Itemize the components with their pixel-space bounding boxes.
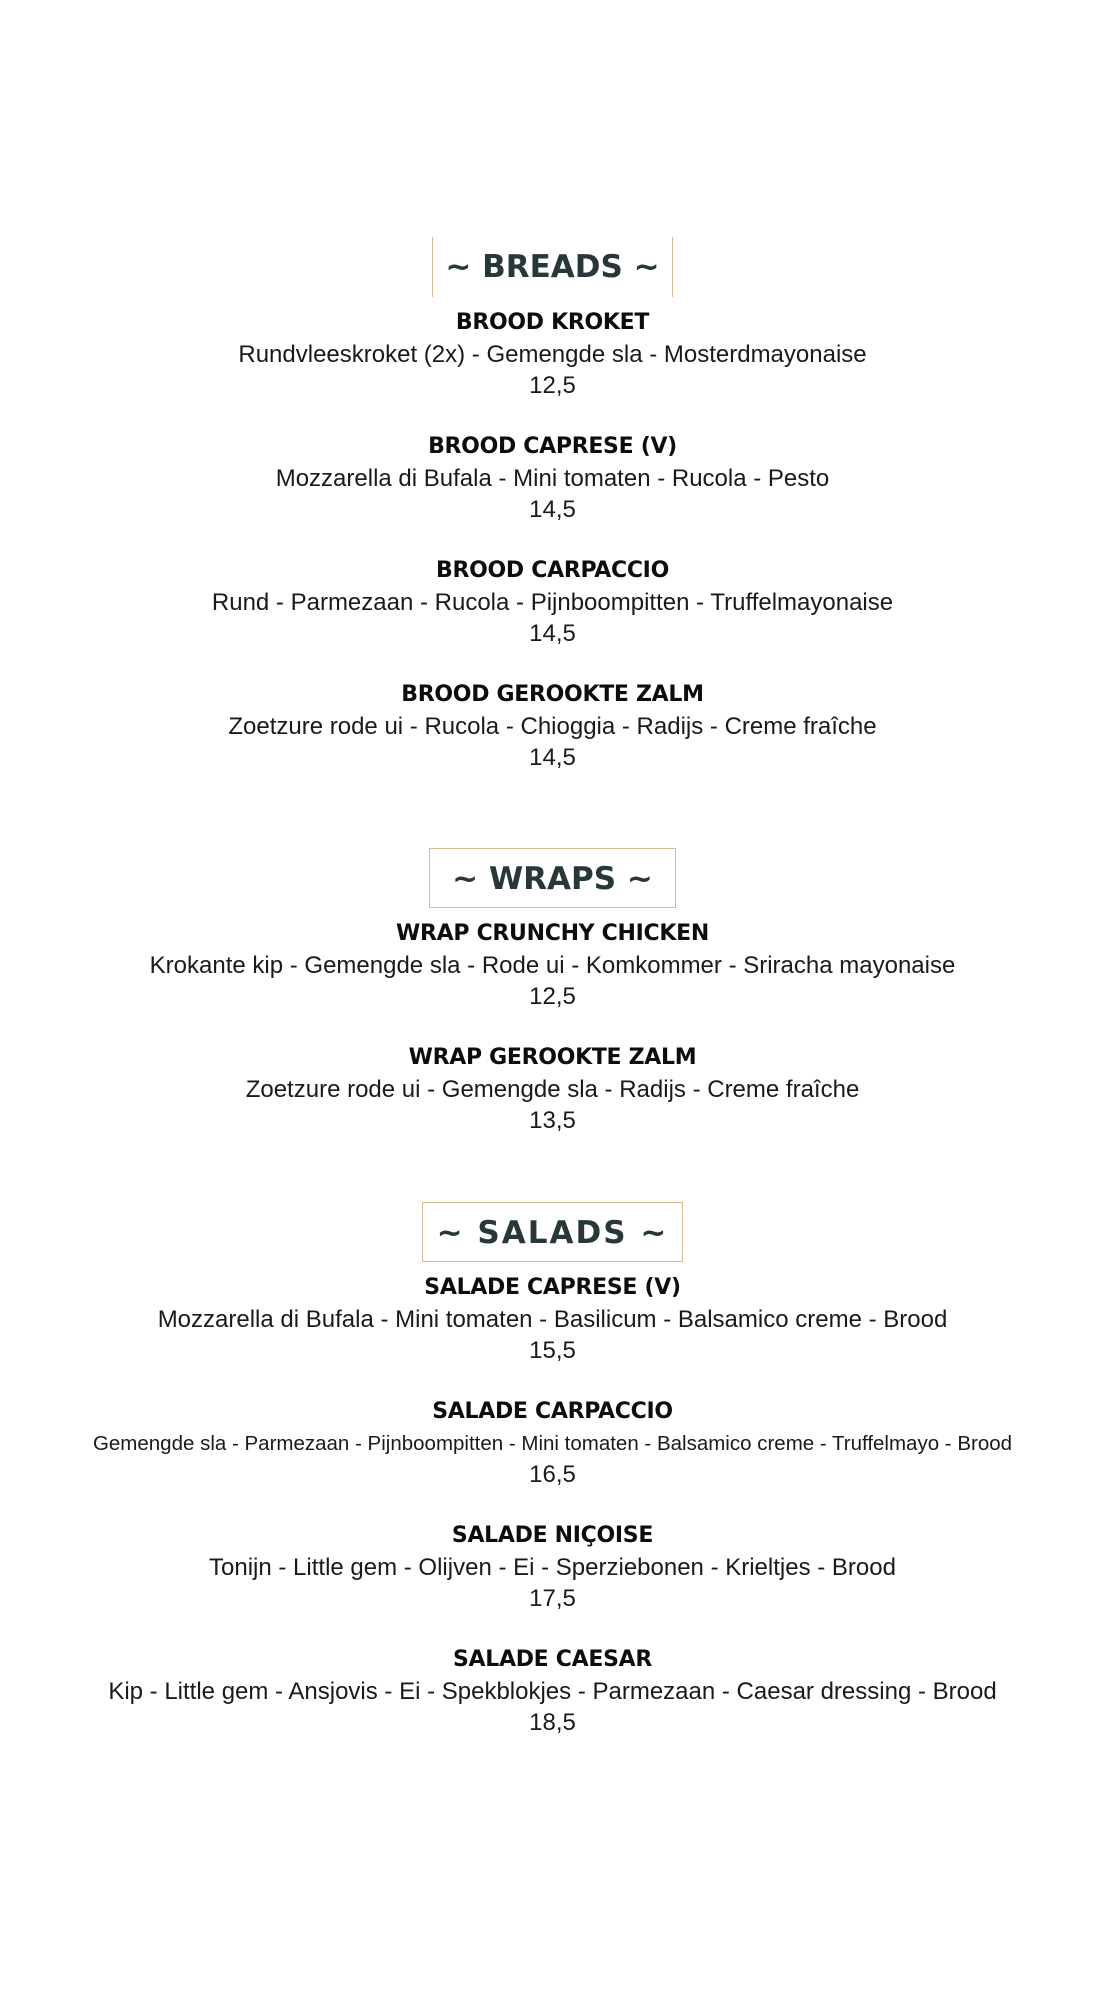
- item-price: 12,5: [529, 983, 576, 1010]
- menu-item: [0, 1396, 1105, 1490]
- item-title: WRAP GEROOKTE ZALM: [408, 1045, 697, 1070]
- item-description: Gemengde sla - Parmezaan - Pijnboompitten - Mini tomaten - Balsamico creme - Truffelmayo - Brood: [92, 1432, 1013, 1455]
- item-title: BROOD KROKET: [455, 310, 650, 335]
- item-description: Zoetzure rode ui - Gemengde sla - Radijs - Creme fraîche: [245, 1076, 860, 1103]
- menu-item: [0, 431, 1105, 525]
- section-breads: [0, 237, 1105, 773]
- menu-item: [0, 679, 1105, 773]
- item-price: 16,5: [529, 1461, 576, 1488]
- item-description: Zoetzure rode ui - Rucola - Chioggia - Radijs - Creme fraîche: [228, 713, 877, 740]
- menu-item: [0, 1644, 1105, 1738]
- item-list-salads: [0, 1272, 1105, 1738]
- item-description: Mozzarella di Bufala - Mini tomaten - Basilicum - Balsamico creme - Brood: [157, 1306, 948, 1333]
- item-title: SALADE CAESAR: [453, 1647, 652, 1672]
- item-description: Kip - Little gem - Ansjovis - Ei - Spekblokjes - Parmezaan - Caesar dressing - Brood: [108, 1678, 997, 1705]
- item-price: 18,5: [529, 1709, 576, 1736]
- item-title: BROOD CARPACCIO: [436, 558, 669, 583]
- item-description: Krokante kip - Gemengde sla - Rode ui - Komkommer - Sriracha mayonaise: [149, 952, 956, 979]
- item-price: 14,5: [529, 620, 576, 647]
- section-wraps: [0, 848, 1105, 1136]
- item-price: 14,5: [529, 744, 576, 771]
- item-price: 15,5: [529, 1337, 576, 1364]
- item-title: BROOD CAPRESE (V): [428, 434, 677, 459]
- section-salads: [0, 1202, 1105, 1738]
- menu-item: [0, 555, 1105, 649]
- menu-item: [0, 1272, 1105, 1366]
- section-heading-salads: ~ SALADS ~: [422, 1202, 684, 1262]
- item-description: Mozzarella di Bufala - Mini tomaten - Rucola - Pesto: [275, 465, 830, 492]
- item-price: 14,5: [529, 496, 576, 523]
- item-description: Rund - Parmezaan - Rucola - Pijnboompitten - Truffelmayonaise: [211, 589, 894, 616]
- item-title: SALADE NIÇOISE: [451, 1523, 654, 1548]
- item-description: Tonijn - Little gem - Olijven - Ei - Sperziebonen - Krieltjes - Brood: [209, 1554, 896, 1581]
- item-price: 12,5: [529, 372, 576, 399]
- item-list-breads: [0, 307, 1105, 773]
- section-heading-wraps: ~ WRAPS ~: [429, 848, 676, 908]
- item-title: SALADE CAPRESE (V): [424, 1275, 681, 1300]
- item-price: 13,5: [529, 1107, 576, 1134]
- menu-item: [0, 1520, 1105, 1614]
- item-title: WRAP CRUNCHY CHICKEN: [396, 921, 709, 946]
- item-title: BROOD GEROOKTE ZALM: [401, 682, 704, 707]
- menu-item: [0, 307, 1105, 401]
- item-list-wraps: [0, 918, 1105, 1136]
- section-heading-breads: ~ BREADS ~: [432, 237, 672, 297]
- menu-item: [0, 1042, 1105, 1136]
- item-price: 17,5: [529, 1585, 576, 1612]
- item-description: Rundvleeskroket (2x) - Gemengde sla - Mosterdmayonaise: [238, 341, 867, 368]
- item-title: SALADE CARPACCIO: [432, 1399, 673, 1424]
- menu-item: [0, 918, 1105, 1012]
